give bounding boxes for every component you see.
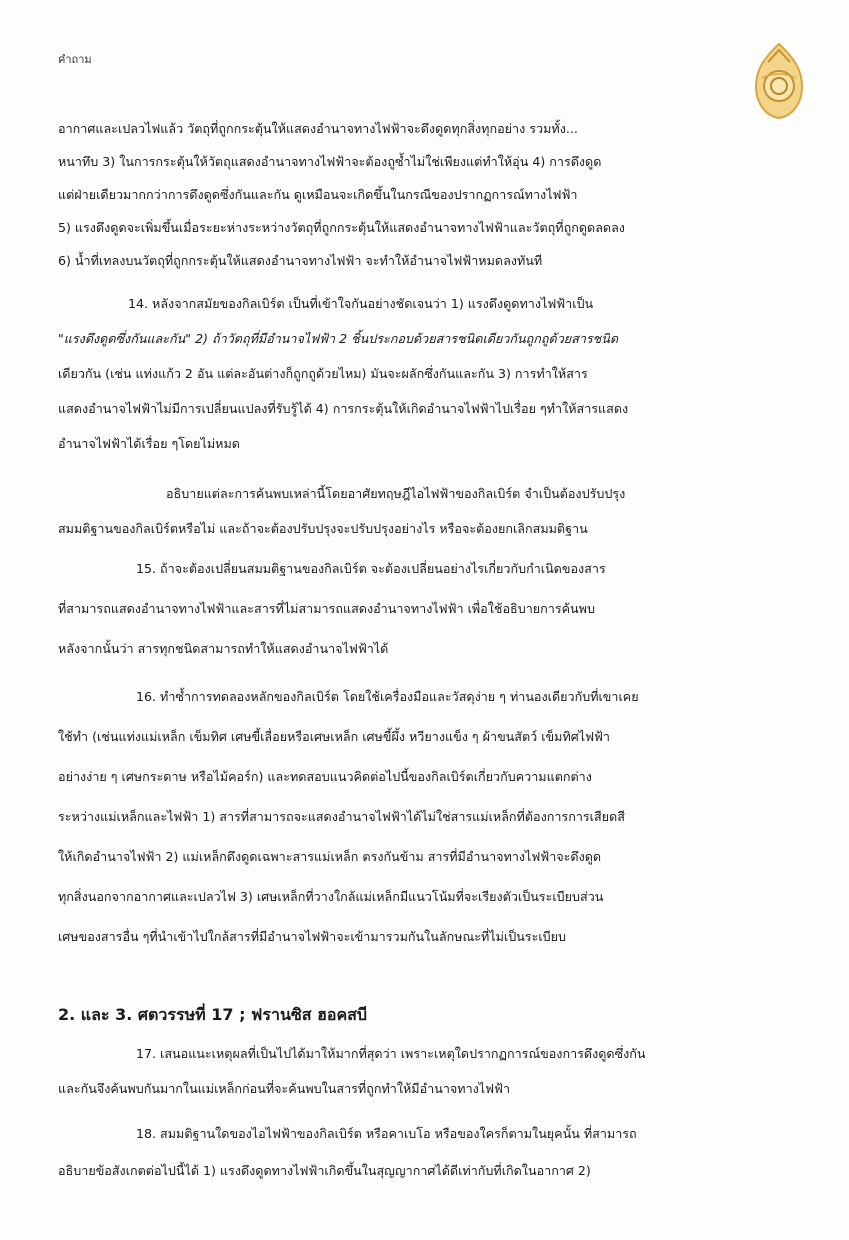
text-line: เดียวกัน (เช่น แท่งแก้ว 2 อัน แต่ละอันต่างก็ถูกถูด้วยไหม) มันจะผลักซึ่งกันและกัน 3) การทำให้สาร bbox=[58, 366, 588, 381]
section-heading: 2. และ 3. ศตวรรษที่ 17 ; ฟรานซิส ฮอคสบี bbox=[58, 1005, 368, 1024]
text-line: และกันจึงค้นพบกันมากในแม่เหล็กก่อนที่จะค้นพบในสารที่ถูกทำให้มีอำนาจทางไฟฟ้า bbox=[58, 1081, 511, 1096]
text-line: แต่ฝ่ายเดียวมากกว่าการดึงดูดซึ่งกันและกัน ดูเหมือนจะเกิดขึ้นในกรณีของปรากฏการณ์ทางไฟฟ้า bbox=[58, 187, 578, 202]
text-line: หลังจากนั้นว่า สารทุกชนิดสามารถทำให้แสดงอำนาจไฟฟ้าได้ bbox=[58, 641, 389, 656]
seal-logo-icon bbox=[748, 40, 810, 122]
text-line: อากาศและเปลวไฟแล้ว วัตถุที่ถูกกระตุ้นให้แสดงอำนาจทางไฟฟ้าจะดึงดูดทุกสิ่งทุกอย่าง รวมทั้ง... bbox=[58, 121, 578, 136]
text-line: 6) น้ำที่เทลงบนวัตถุที่ถูกกระตุ้นให้แสดงอำนาจทางไฟฟ้า จะทำให้อำนาจไฟฟ้าหมดลงทันที bbox=[58, 253, 543, 268]
seal-logo bbox=[748, 40, 810, 122]
text-line: "แรงดึงดูดซึ่งกันและกัน" 2) ถ้าวัตถุที่มีอำนาจไฟฟ้า 2 ชิ้นประกอบด้วยสารชนิดเดียวกันถูกถูด้วยสารชนิด bbox=[58, 331, 619, 346]
text-line: ที่สามารถแสดงอำนาจทางไฟฟ้าและสารที่ไม่สามารถแสดงอำนาจทางไฟฟ้า เพื่อใช้อธิบายการค้นพบ bbox=[58, 601, 595, 616]
text-line: 14. หลังจากสมัยของกิลเบิร์ต เป็นที่เข้าใจกันอย่างชัดเจนว่า 1) แรงดึงดูดทางไฟฟ้าเป็น bbox=[128, 296, 594, 311]
text-line: อำนาจไฟฟ้าได้เรื่อย ๆโดยไม่หมด bbox=[58, 436, 240, 451]
text-line: 17. เสนอแนะเหตุผลที่เป็นไปได้มาให้มากที่สุดว่า เพราะเหตุใดปรากฏการณ์ของการดึงดูดซึ่งกัน bbox=[136, 1046, 646, 1061]
text-line: อธิบายข้อสังเกตต่อไปนี้ได้ 1) แรงดึงดูดทางไฟฟ้าเกิดขึ้นในสุญญากาศได้ดีเท่ากับที่เกิดในอากาศ 2) bbox=[58, 1163, 591, 1178]
text-line: 5) แรงดึงดูดจะเพิ่มขึ้นเมื่อระยะห่างระหว่างวัตถุที่ถูกกระตุ้นให้แสดงอำนาจทางไฟฟ้าและวัตถุที่ถูกดูดลดลง bbox=[58, 220, 625, 235]
text-line: ให้เกิดอำนาจไฟฟ้า 2) แม่เหล็กดึงดูดเฉพาะสารแม่เหล็ก ตรงกันข้าม สารที่มีอำนาจทางไฟฟ้าจะดึงดูด bbox=[58, 849, 602, 864]
text-line: อย่างง่าย ๆ เศษกระดาษ หรือไม้คอร์ก) และทดสอบแนวคิดต่อไปนี้ของกิลเบิร์ตเกี่ยวกับความแตกต่าง bbox=[58, 769, 592, 784]
text-line: หนาทึบ 3) ในการกระตุ้นให้วัตถุแสดงอำนาจทางไฟฟ้าจะต้องถูซ้ำไม่ใช่เพียงแต่ทำให้อุ่น 4) การดึงดูด bbox=[58, 154, 602, 169]
text-line: ระหว่างแม่เหล็กและไฟฟ้า 1) สารที่สามารถจะแสดงอำนาจไฟฟ้าได้ไม่ใช่สารแม่เหล็กที่ต้องการการเสียดสี bbox=[58, 809, 625, 824]
text-line: เศษของสารอื่น ๆที่นำเข้าไปใกล้สารที่มีอำนาจไฟฟ้าจะเข้ามารวมกันในลักษณะที่ไม่เป็นระเบียบ bbox=[58, 929, 566, 944]
text-line: ทุกสิ่งนอกจากอากาศและเปลวไฟ 3) เศษเหล็กที่วางใกล้แม่เหล็กมีแนวโน้มที่จะเรียงตัวเป็นระเบียบส่วน bbox=[58, 889, 604, 904]
text-line: ใช้ทำ (เช่นแท่งแม่เหล็ก เข็มทิศ เศษขี้เลื่อยหรือเศษเหล็ก เศษขี้ผึ้ง หวียางแข็ง ๆ ผ้าขนสัตว์ เข็มทิศไฟฟ้า bbox=[58, 729, 610, 744]
text-line: 15. ถ้าจะต้องเปลี่ยนสมมติฐานของกิลเบิร์ต จะต้องเปลี่ยนอย่างไรเกี่ยวกับกำเนิดของสาร bbox=[136, 561, 606, 576]
text-line: อธิบายแต่ละการค้นพบเหล่านี้โดยอาศัยทฤษฎีไอไฟฟ้าของกิลเบิร์ต จำเป็นต้องปรับปรุง bbox=[166, 486, 626, 501]
page-header-label: คำถาม bbox=[58, 53, 92, 66]
text-line: 16. ทำซ้ำการทดลองหลักของกิลเบิร์ต โดยใช้เครื่องมือและวัสดุง่าย ๆ ท่านองเดียวกับที่เขาเคย bbox=[136, 689, 639, 704]
text-line: 18. สมมติฐานใดของไอไฟฟ้าของกิลเบิร์ต หรือคาเบโอ หรือของใครก็ตามในยุคนั้น ที่สามารถ bbox=[136, 1126, 637, 1141]
text-line: สมมติฐานของกิลเบิร์ตหรือไม่ และถ้าจะต้องปรับปรุงจะปรับปรุงอย่างไร หรือจะต้องยกเลิกสมมติฐาน bbox=[58, 521, 588, 536]
text-line: แสดงอำนาจไฟฟ้าไม่มีการเปลี่ยนแปลงที่รับรู้ได้ 4) การกระตุ้นให้เกิดอำนาจไฟฟ้าไปเรื่อย ๆทำให้สารแสดง bbox=[58, 401, 629, 416]
